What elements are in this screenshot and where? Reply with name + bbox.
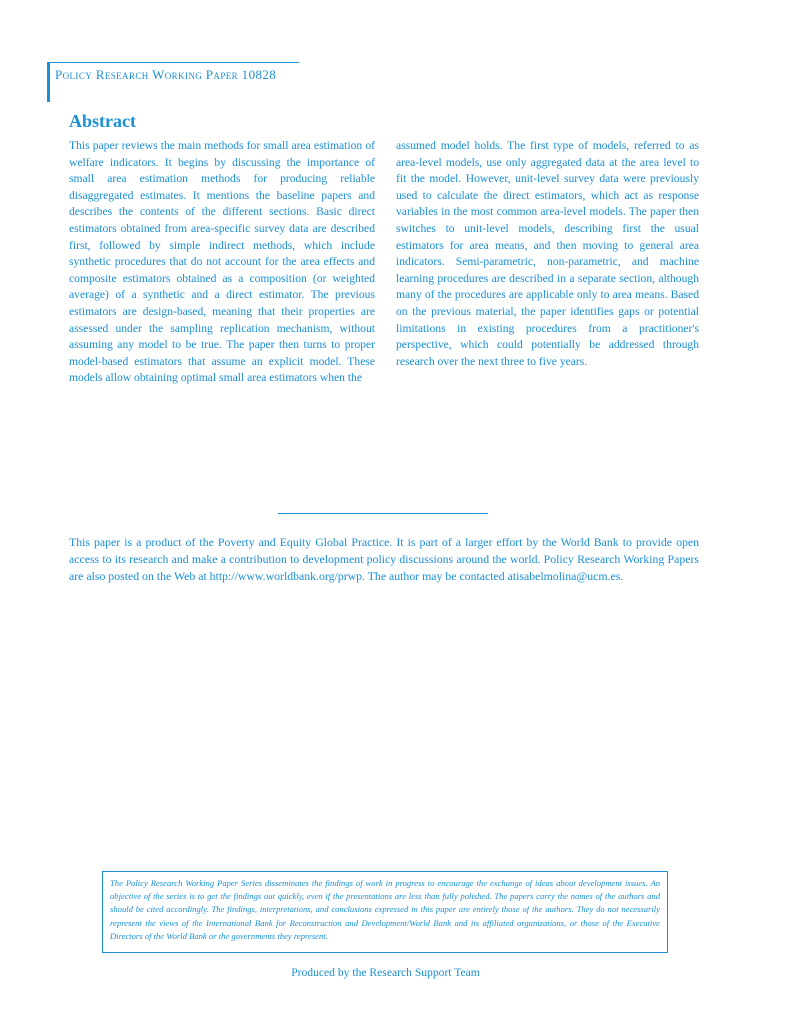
- product-note: This paper is a product of the Poverty and Equity Global Practice. It is part of a larger effort by the World Bank to provide open access to its research and make a contribution to development policy discussions around the world. Policy Research Working Papers are also posted on the Web at http://www.worldbank.org/prwp. The author may be contacted atisabelmolina@ucm.es.: [69, 535, 699, 583]
- header-accent-bar: [47, 62, 50, 102]
- abstract-left-column: This paper reviews the main methods for small area estimation of welfare indicators. It begins by discussing the importance of small area estimation methods for producing reliable disaggregated estimates. It mentions the baseline papers and describes the contents of the different sections. Basic direct estimators obtained from area-specific survey data are described first, followed by simple indirect methods, which include synthetic procedures that do not account for the area effects and composite estimators obtained as a composition (or weighted average) of a synthetic and a direct estimator. The previous estimators are design-based, meaning that their properties are assessed under the sampling replication mechanism, without assuming any model to be true. The paper then turns to proper model-based estimators that assume an explicit model. These models allow obtaining optimal small area estimators when the: [69, 139, 375, 385]
- series-title: Policy Research Working Paper 10828: [55, 67, 277, 82]
- header-rule: [47, 62, 299, 63]
- disclaimer-text: The Policy Research Working Paper Series disseminates the findings of work in progress to encourage the exchange of ideas about development issues. An objective of the series is to get the findings out quickly, even if the presentations are less than fully polished. The papers carry the names of the authors and should be cited accordingly. The findings, interpretations, and conclusions expressed in this paper are entirely those of the authors. They do not necessarily represent the views of the International Bank for Reconstruction and Development/World Bank and its affiliated organizations, or those of the Executive Directors of the World Bank or the governments they represent.: [110, 878, 660, 941]
- abstract-right-column: assumed model holds. The first type of models, referred to as area-level models, use only aggregated data at the area level to fit the model. However, unit-level survey data were previously used to calculate the direct estimators, which act as response variables in the most common area-level models. The paper then switches to unit-level models, describing first the usual estimators for area means, and then moving to general area indicators. Semi-parametric, non-parametric, and machine learning procedures are described in a separate section, although many of the procedures are applicable only to area means. Based on the previous material, the paper identifies gaps or potential limitations in existing procedures from a practitioner's perspective, which could potentially be addressed through research over the next three to five years.: [396, 139, 699, 368]
- produced-by-footer: Produced by the Research Support Team: [291, 966, 480, 979]
- section-divider: [278, 513, 488, 514]
- abstract-heading: Abstract: [69, 111, 136, 131]
- disclaimer-box: [102, 871, 668, 953]
